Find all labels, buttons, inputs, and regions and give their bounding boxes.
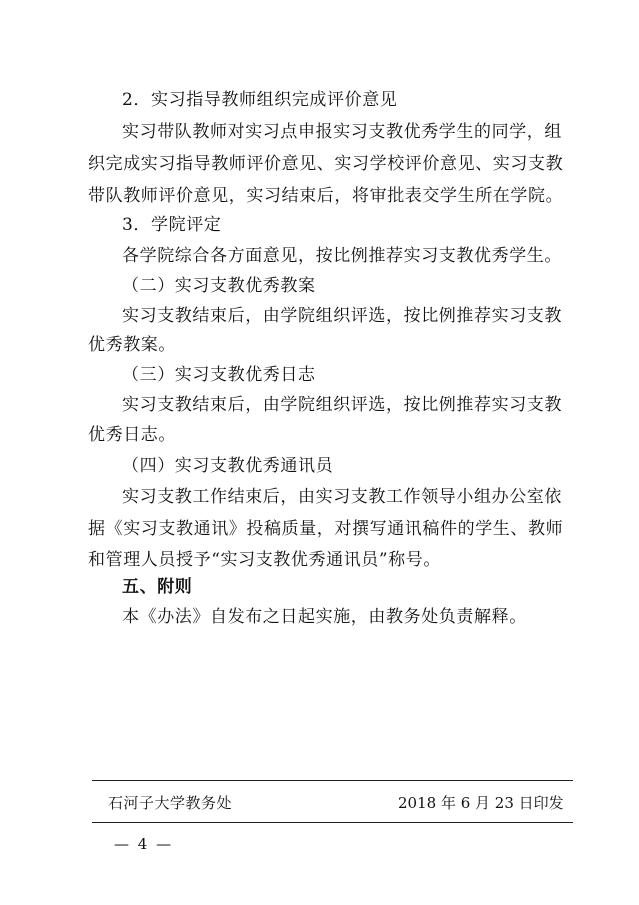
paragraph-line: 实习支教工作结束后，由实习支教工作领导小组办公室依 xyxy=(122,487,562,507)
paragraph-line: 实习支教结束后，由学院组织评选，按比例推荐实习支教 xyxy=(122,306,562,326)
paragraph-line: 本《办法》自发布之日起实施，由教务处负责解释。 xyxy=(122,607,527,627)
chapter-heading-5: 五、附则 xyxy=(122,577,193,597)
footer-bottom-rule xyxy=(92,822,573,823)
paragraph-line: 据《实习支教通讯》投稿质量，对撰写通讯稿件的学生、教师 xyxy=(88,519,564,539)
footer-top-rule xyxy=(92,780,573,781)
paragraph-line: 织完成实习指导教师评价意见、实习学校评价意见、实习支教 xyxy=(88,154,564,174)
paragraph-line: 各学院综合各方面意见，按比例推荐实习支教优秀学生。 xyxy=(122,246,562,266)
page-number: — 4 — xyxy=(114,835,174,853)
subsection-heading-2: 2．实习指导教师组织完成评价意见 xyxy=(122,90,398,110)
paragraph-line: 优秀教案。 xyxy=(88,335,176,355)
issue-date: 2018 年 6 月 23 日印发 xyxy=(398,794,564,812)
section-heading-2: （二）实习支教优秀教案 xyxy=(122,276,316,296)
issuer-name: 石河子大学教务处 xyxy=(108,794,233,812)
paragraph-line: 优秀日志。 xyxy=(88,425,176,445)
section-heading-3: （三）实习支教优秀日志 xyxy=(122,365,316,385)
paragraph-line: 实习支教结束后，由学院组织评选，按比例推荐实习支教 xyxy=(122,395,562,415)
subsection-heading-3: 3．学院评定 xyxy=(122,215,222,235)
paragraph-line: 实习带队教师对实习点申报实习支教优秀学生的同学，组 xyxy=(122,122,562,142)
section-heading-4: （四）实习支教优秀通讯员 xyxy=(122,456,334,476)
paragraph-line: 和管理人员授予“实习支教优秀通讯员”称号。 xyxy=(88,550,441,570)
paragraph-line: 带队教师评价意见，实习结束后，将审批表交学生所在学院。 xyxy=(88,186,564,206)
